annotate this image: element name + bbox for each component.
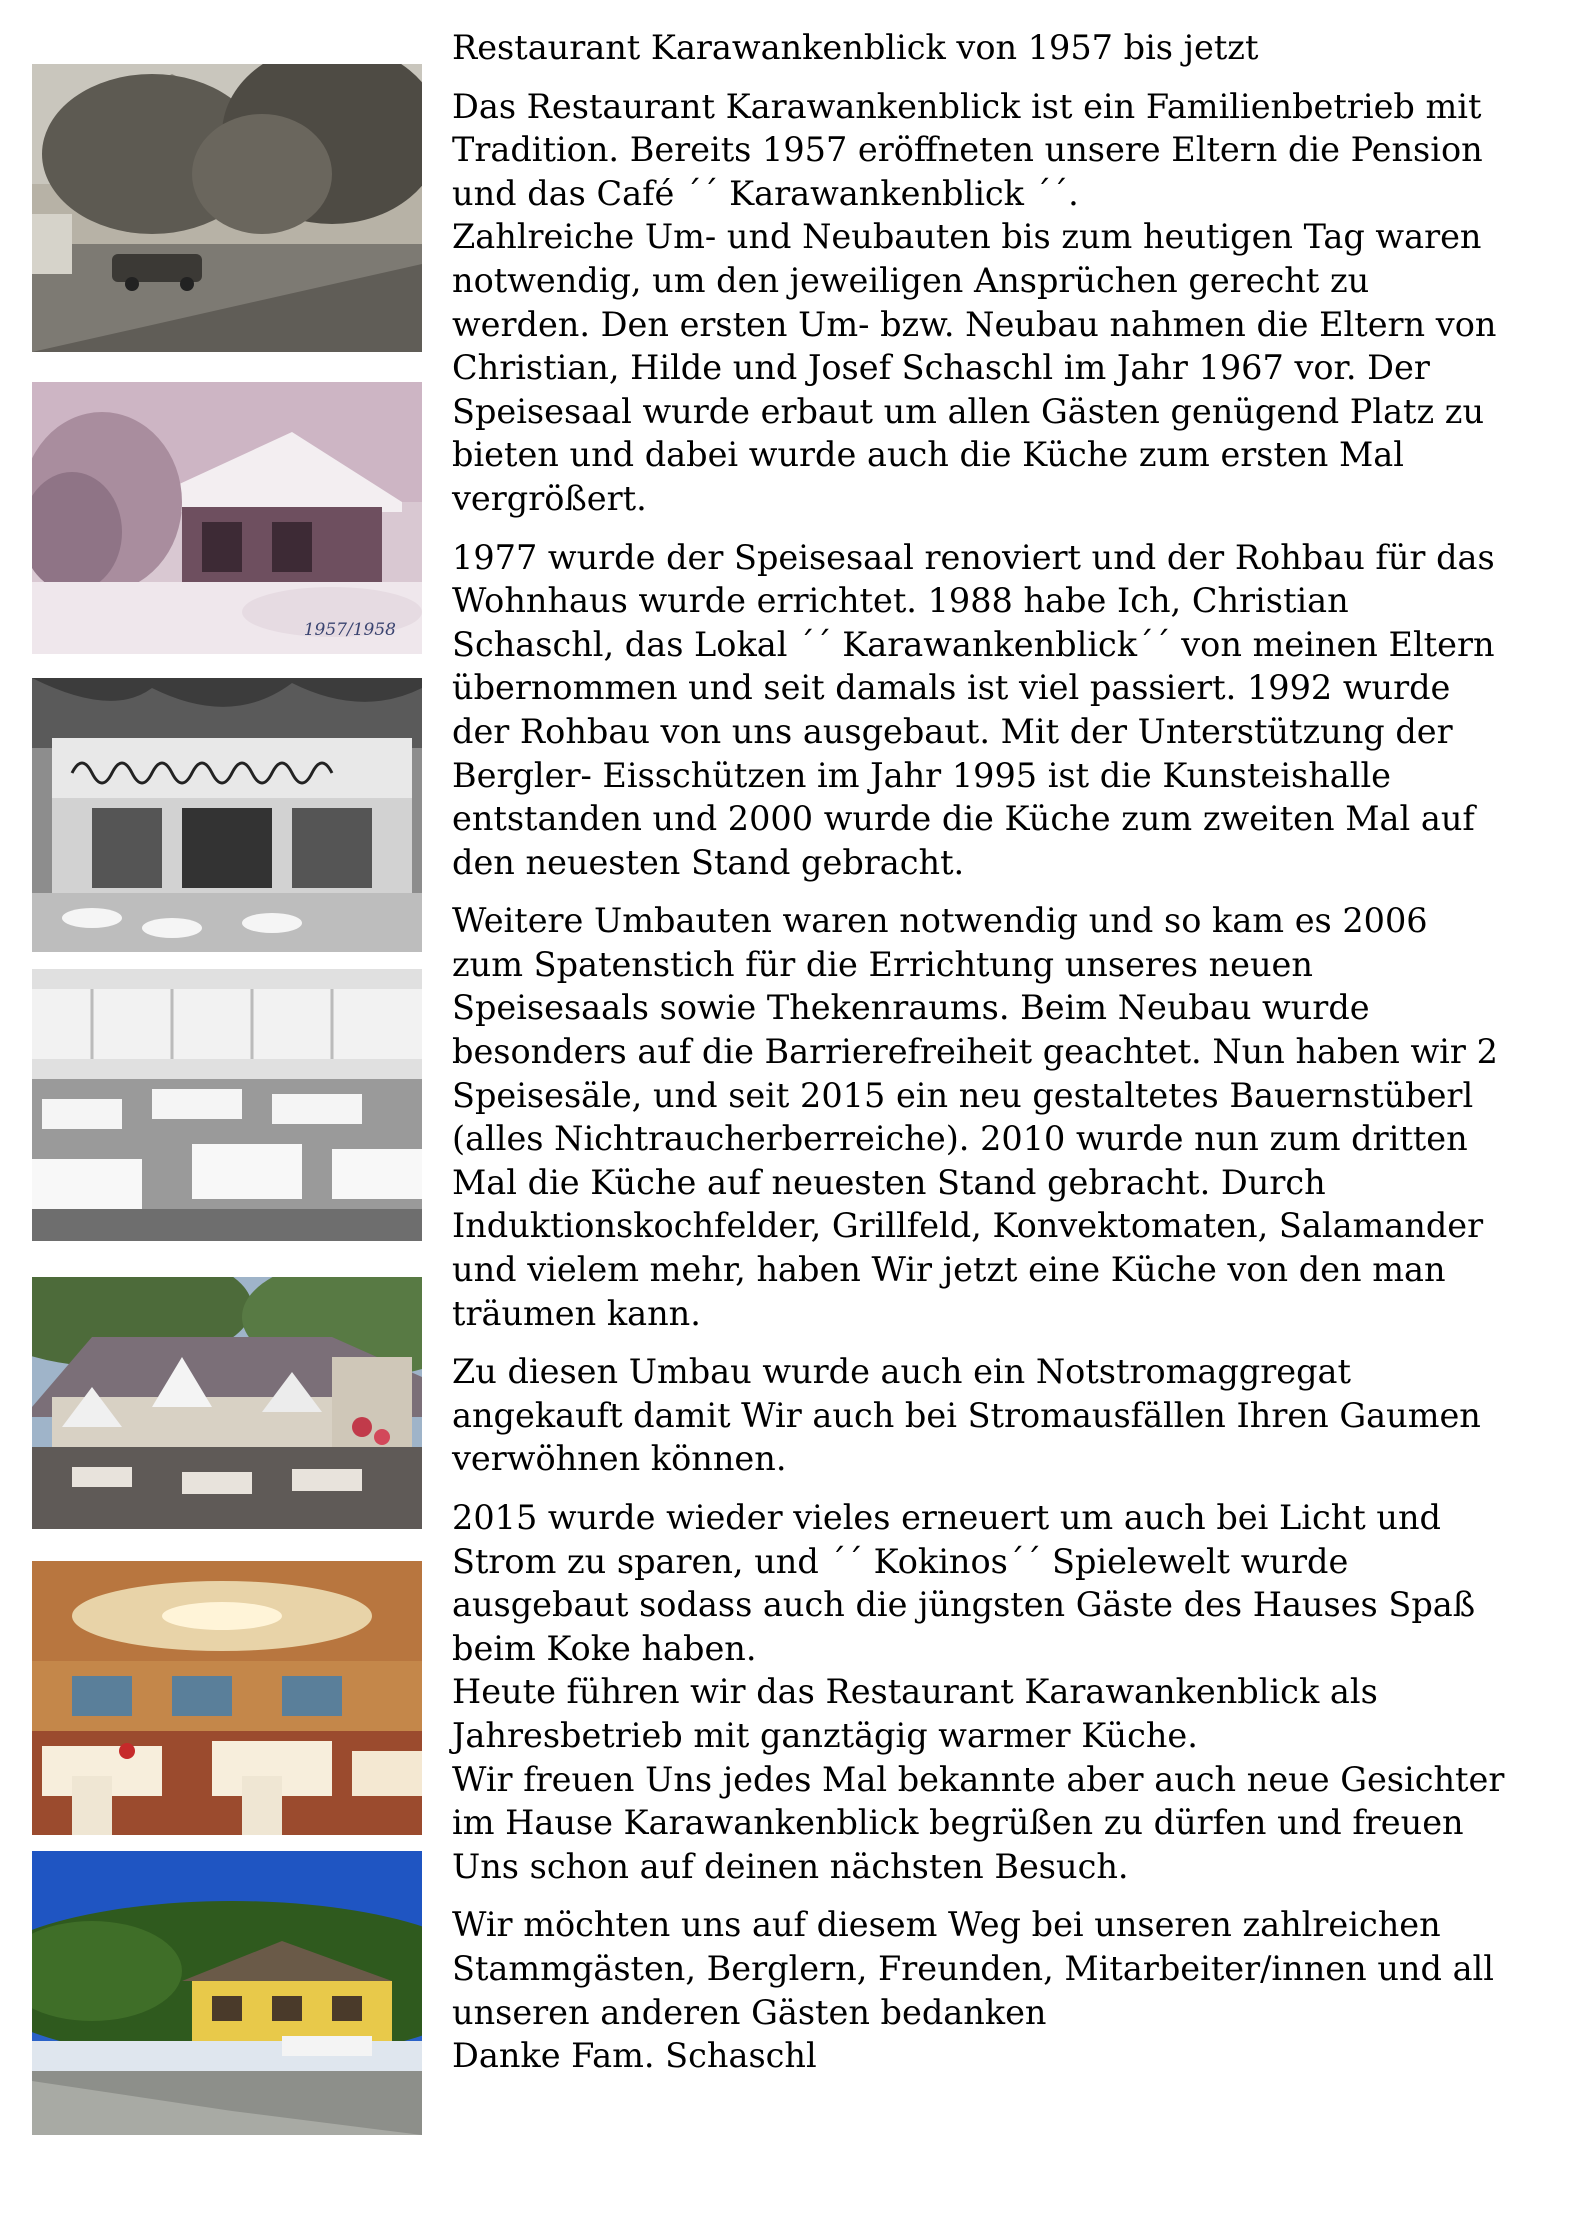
text-line: notwendig, um den jeweiligen Ansprüchen gerecht zu xyxy=(452,260,1370,300)
photo-restaurant-exterior xyxy=(32,1851,422,2135)
text-line: ausgebaut sodass auch die jüngsten Gäste des Hauses Spaß xyxy=(452,1585,1476,1625)
photo-terrace-umbrellas xyxy=(32,1277,422,1529)
text-line: Schaschl, das Lokal ´´ Karawankenblick´´ von meinen Eltern xyxy=(452,624,1495,664)
text-line: unseren anderen Gästen bedanken xyxy=(452,1992,1047,2032)
text-line: Heute führen wir das Restaurant Karawankenblick als xyxy=(452,1672,1378,1712)
text-line: Bergler- Eisschützen im Jahr 1995 ist die Kunsteishalle xyxy=(452,755,1391,795)
text-line: verwöhnen können. xyxy=(452,1439,787,1479)
paragraph-1 xyxy=(452,85,1552,521)
text-line: und das Café ´´ Karawankenblick ´´. xyxy=(452,173,1079,213)
photo-caption-year: 1957/1958 xyxy=(303,620,396,640)
text-line: Speisesaals sowie Thekenraums. Beim Neubau wurde xyxy=(452,988,1370,1028)
text-line: werden. Den ersten Um- bzw. Neubau nahmen die Eltern von xyxy=(452,304,1497,344)
text-line: entstanden und 2000 wurde die Küche zum zweiten Mal auf xyxy=(452,799,1475,839)
text-line: Strom zu sparen, und ´´ Kokinos´´ Spielewelt wurde xyxy=(452,1541,1349,1581)
text-line: Uns schon auf deinen nächsten Besuch. xyxy=(452,1846,1129,1886)
text-line: den neuesten Stand gebracht. xyxy=(452,842,965,882)
text-line: angekauft damit Wir auch bei Stromausfällen Ihren Gaumen xyxy=(452,1395,1481,1435)
text-line: der Rohbau von uns ausgebaut. Mit der Unterstützung der xyxy=(452,711,1453,751)
text-line: Danke Fam. Schaschl xyxy=(452,2036,817,2076)
paragraph-6 xyxy=(452,1903,1552,2077)
photo-snowy-house xyxy=(32,382,422,654)
photo-modern-dining-room xyxy=(32,1561,422,1835)
text-line: bieten und dabei wurde auch die Küche zum ersten Mal xyxy=(452,435,1404,475)
text-line: Wir möchten uns auf diesem Weg bei unseren zahlreichen xyxy=(452,1905,1441,1945)
page-title xyxy=(452,26,1552,70)
paragraph-5 xyxy=(452,1496,1552,1888)
text-line: Speisesäle, und seit 2015 ein neu gestaltetes Bauernstüberl xyxy=(452,1075,1474,1115)
text-line: träumen kann. xyxy=(452,1293,701,1333)
text-line: Das Restaurant Karawankenblick ist ein Familienbetrieb mit xyxy=(452,86,1482,126)
text-line: Stammgästen, Berglern, Freunden, Mitarbeiter/innen und all xyxy=(452,1948,1494,1988)
photo-old-street-scene xyxy=(32,64,422,352)
text-line: Wohnhaus wurde errichtet. 1988 habe Ich, Christian xyxy=(452,581,1349,621)
text-line: besonders auf die Barrierefreiheit geachtet. Nun haben wir 2 xyxy=(452,1032,1498,1072)
paragraph-4 xyxy=(452,1350,1552,1481)
text-line: Zu diesen Umbau wurde auch ein Notstromaggregat xyxy=(452,1352,1351,1392)
text-line: Induktionskochfelder, Grillfeld, Konvektomaten, Salamander xyxy=(452,1206,1484,1246)
photo-dining-hall xyxy=(32,969,422,1241)
title-line: Restaurant Karawankenblick von 1957 bis jetzt xyxy=(452,28,1259,67)
text-line: im Hause Karawankenblick begrüßen zu dürfen und freuen xyxy=(452,1803,1464,1843)
text-line: zum Spatenstich für die Errichtung unseres neuen xyxy=(452,944,1313,984)
text-line: 1977 wurde der Speisesaal renoviert und der Rohbau für das xyxy=(452,537,1495,577)
text-line: übernommen und seit damals ist viel passiert. 1992 wurde xyxy=(452,668,1451,708)
text-line: Wir freuen Uns jedes Mal bekannte aber auch neue Gesichter xyxy=(452,1759,1505,1799)
text-line: Zahlreiche Um- und Neubauten bis zum heutigen Tag waren xyxy=(452,217,1482,257)
photo-espresso-facade xyxy=(32,678,422,952)
text-line: Mal die Küche auf neuesten Stand gebracht. Durch xyxy=(452,1162,1326,1202)
text-line: Jahresbetrieb mit ganztägig warmer Küche. xyxy=(452,1715,1198,1755)
text-line: Tradition. Bereits 1957 eröffneten unsere Eltern die Pension xyxy=(452,130,1483,170)
text-line: beim Koke haben. xyxy=(452,1628,757,1668)
text-line: Christian, Hilde und Josef Schaschl im Jahr 1967 vor. Der xyxy=(452,348,1430,388)
text-line: 2015 wurde wieder vieles erneuert um auch bei Licht und xyxy=(452,1498,1442,1537)
paragraph-2 xyxy=(452,536,1552,885)
text-line: und vielem mehr, haben Wir jetzt eine Küche von den man xyxy=(452,1250,1446,1290)
text-line: Weitere Umbauten waren notwendig und so kam es 2006 xyxy=(452,901,1428,941)
history-text xyxy=(452,26,1552,2078)
paragraph-3 xyxy=(452,899,1552,1335)
text-line: Speisesaal wurde erbaut um allen Gästen genügend Platz zu xyxy=(452,391,1485,431)
text-line: (alles Nichtraucherberreiche). 2010 wurde nun zum dritten xyxy=(452,1119,1468,1159)
text-line: vergrößert. xyxy=(452,478,647,518)
